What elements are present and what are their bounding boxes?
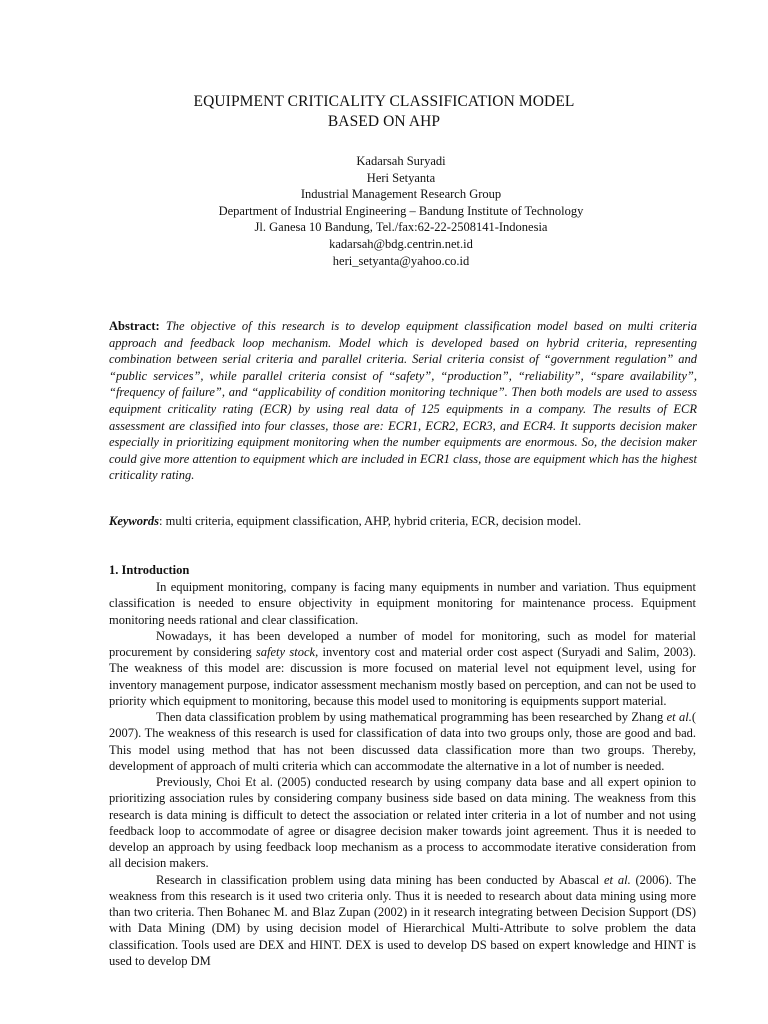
title-line-1: EQUIPMENT CRITICALITY CLASSIFICATION MODEL	[193, 93, 575, 110]
author-name: Heri Setyanta	[366, 170, 436, 185]
author-group: Industrial Management Research Group	[300, 187, 502, 202]
keywords	[109, 513, 697, 530]
abstract-label: Abstract:	[109, 319, 160, 333]
author-address: Jl. Ganesa 10 Bandung, Tel./fax:62-22-2508141-Indonesia	[254, 220, 548, 235]
paragraph: Research in classification problem using data mining has been conducted by Abascal et al. (2006). The weakness from this research is it used two criteria only. Thus it is needed to research about data mining using more than two criteria. Then Bohanec M. and Blaz Zupan (2002) in it research integrating between Decision Support (DS) with Data Mining (DM) by using decision model of Hierarchical Multi-Attribute to solve problem the data classification. Tools used are DEX and HINT. DEX is used to develop DS based on expert knowledge and HINT is used to develop DM	[109, 872, 697, 968]
keywords-text: : multi criteria, equipment classification, AHP, hybrid criteria, ECR, decision model.	[159, 514, 582, 528]
abstract-text: The objective of this research is to develop equipment classification model based on multi criteria approach and feedback loop mechanism. Model which is developed based on hybrid criteria, representing combination between serial criteria and parallel criteria. Serial criteria consist of “government regulation” and “public services”, while parallel criteria consist of “safety”, “production”, “reliability”, “spare availability”, “frequency of failure”, and “applicability of condition monitoring technique”. Then both models are used to assess equipment criticality rating (ECR) by using real data of 125 equipments in a company. The results of ECR assessment are classified into four classes, those are: ECR1, ECR2, ECR3, and ECR4. It supports decision maker especially in prioritizing equipment monitoring when the number equipments are enormous. So, the decision maker could give more attention to equipment which are included in ECR1 class, those are equipment which has the highest criticality rating.	[109, 319, 698, 483]
title-line-2: BASED ON AHP	[327, 113, 441, 130]
section-heading: 1. Introduction	[109, 563, 190, 577]
author-department: Department of Industrial Engineering – Bandung Institute of Technology	[218, 203, 584, 218]
paragraph: Nowadays, it has been developed a number of model for monitoring, such as model for material procurement by considering safety stock, inventory cost and material order cost aspect (Suryadi and Salim, 2003). The weakness of this model are: discussion is more focused on material level not equipment level, using for inventory management purpose, indicator assessment mechanism mostly based on perception, and can not be used to priority which equipment to monitoring, because this model used to monitoring is equipments support material.	[109, 628, 697, 708]
abstract	[109, 318, 697, 484]
author-name: Kadarsah Suryadi	[356, 154, 446, 168]
author-email: heri_setyanta@yahoo.co.id	[332, 253, 470, 268]
paragraph: In equipment monitoring, company is facing many equipments in number and variation. Thus equipment classification is needed to ensure objectivity in equipment monitoring for maintenance process. Equipment monitoring needs rational and clear classification.	[109, 580, 696, 627]
section-body	[109, 579, 696, 969]
paragraph: Previously, Choi Et al. (2005) conducted research by using company data base and all expert opinion to prioritizing association rules by considering company business side based on data mining. The weakness from this research is data mining is difficult to detect the association or related inter criteria in a lot of number and not using feedback loop to accommodate of agree or disagree decision maker towards joint agreement. Thus it is needed to develop an approach by using feedback loop mechanism as a process to accommodate iterative consideration from all decision makers.	[109, 775, 696, 871]
author-block	[0, 153, 768, 269]
keywords-label: Keywords	[109, 514, 159, 528]
paragraph: Then data classification problem by using mathematical programming has been researched by Zhang et al.( 2007). The weakness of this research is used for classification of data into two groups only, those are good and bad. This model using method that has not been discussed data classification more than two groups. Thereby, development of approach of multi criteria which can accommodate the alternative in a lot of number is needed.	[109, 710, 697, 773]
paper-title	[0, 92, 768, 132]
author-email: kadarsah@bdg.centrin.net.id	[329, 236, 473, 251]
